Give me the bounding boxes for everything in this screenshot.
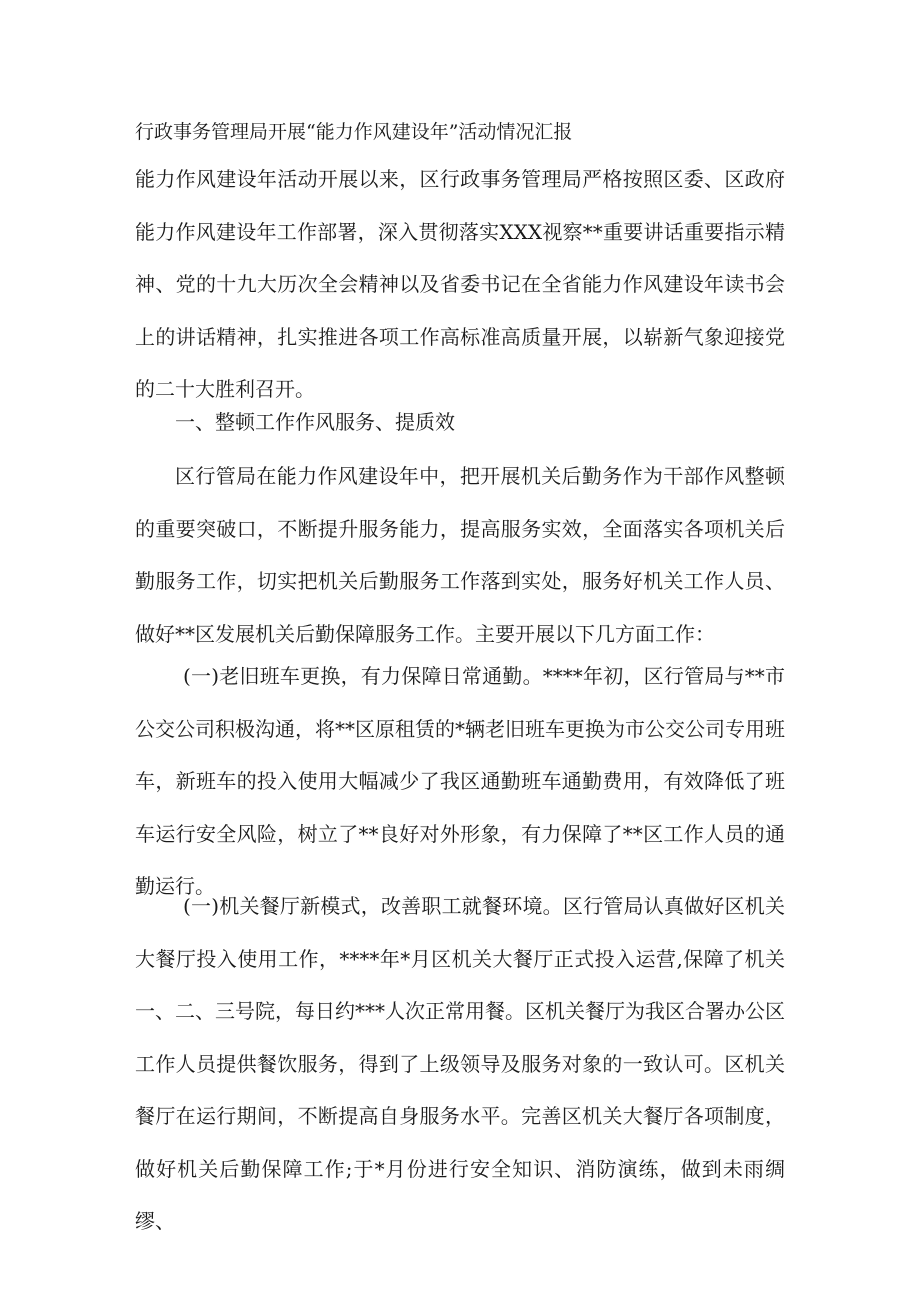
- section-heading: 一、整顿工作作风服务、提质效: [175, 410, 455, 434]
- item-paragraph-bus: (一)老旧班车更换，有力保障日常通勤。****年初，区行管局与**市公交公司积极沟通，将**区原租赁的*辆老旧班车更换为市公交公司专用班车，新班车的投入使用大幅减少了我区通勤班车通勤费用，有效降低了班车运行安全风险，树立了**良好对外形象，有力保障了**区工作人员的通勤运行。: [135, 664, 785, 898]
- intro-paragraph: 能力作风建设年活动开展以来，区行政事务管理局严格按照区委、区政府能力作风建设年工作部署，深入贯彻落实XXX视察**重要讲话重要指示精神、党的十九大历次全会精神以及省委书记在全省能力作风建设年读书会上的讲话精神，扎实推进各项工作高标准高质量开展，以崭新气象迎接党的二十大胜利召开。: [135, 167, 785, 401]
- item-paragraph-canteen: (一)机关餐厅新模式，改善职工就餐环境。区行管局认真做好区机关大餐厅投入使用工作，****年*月区机关大餐厅正式投入运营,保障了机关一、二、三号院，每日约***人次正常用餐。区机关餐厅为我区合署办公区工作人员提供餐饮服务，得到了上级领导及服务对象的一致认可。区机关餐厅在运行期间，不断提高自身服务水平。完善区机关大餐厅各项制度，做好机关后勤保障工作;于*月份进行安全知识、消防演练，做到未雨绸缪、: [135, 894, 785, 1233]
- section-body-paragraph: 区行管局在能力作风建设年中，把开展机关后勤务作为干部作风整顿的重要突破口，不断提升服务能力，提高服务实效，全面落实各项机关后勤服务工作，切实把机关后勤服务工作落到实处，服务好机关工作人员、做好**区发展机关后勤保障服务工作。主要开展以下几方面工作：: [135, 464, 785, 646]
- document-title: 行政事务管理局开展“能力作风建设年”活动情况汇报: [135, 121, 573, 143]
